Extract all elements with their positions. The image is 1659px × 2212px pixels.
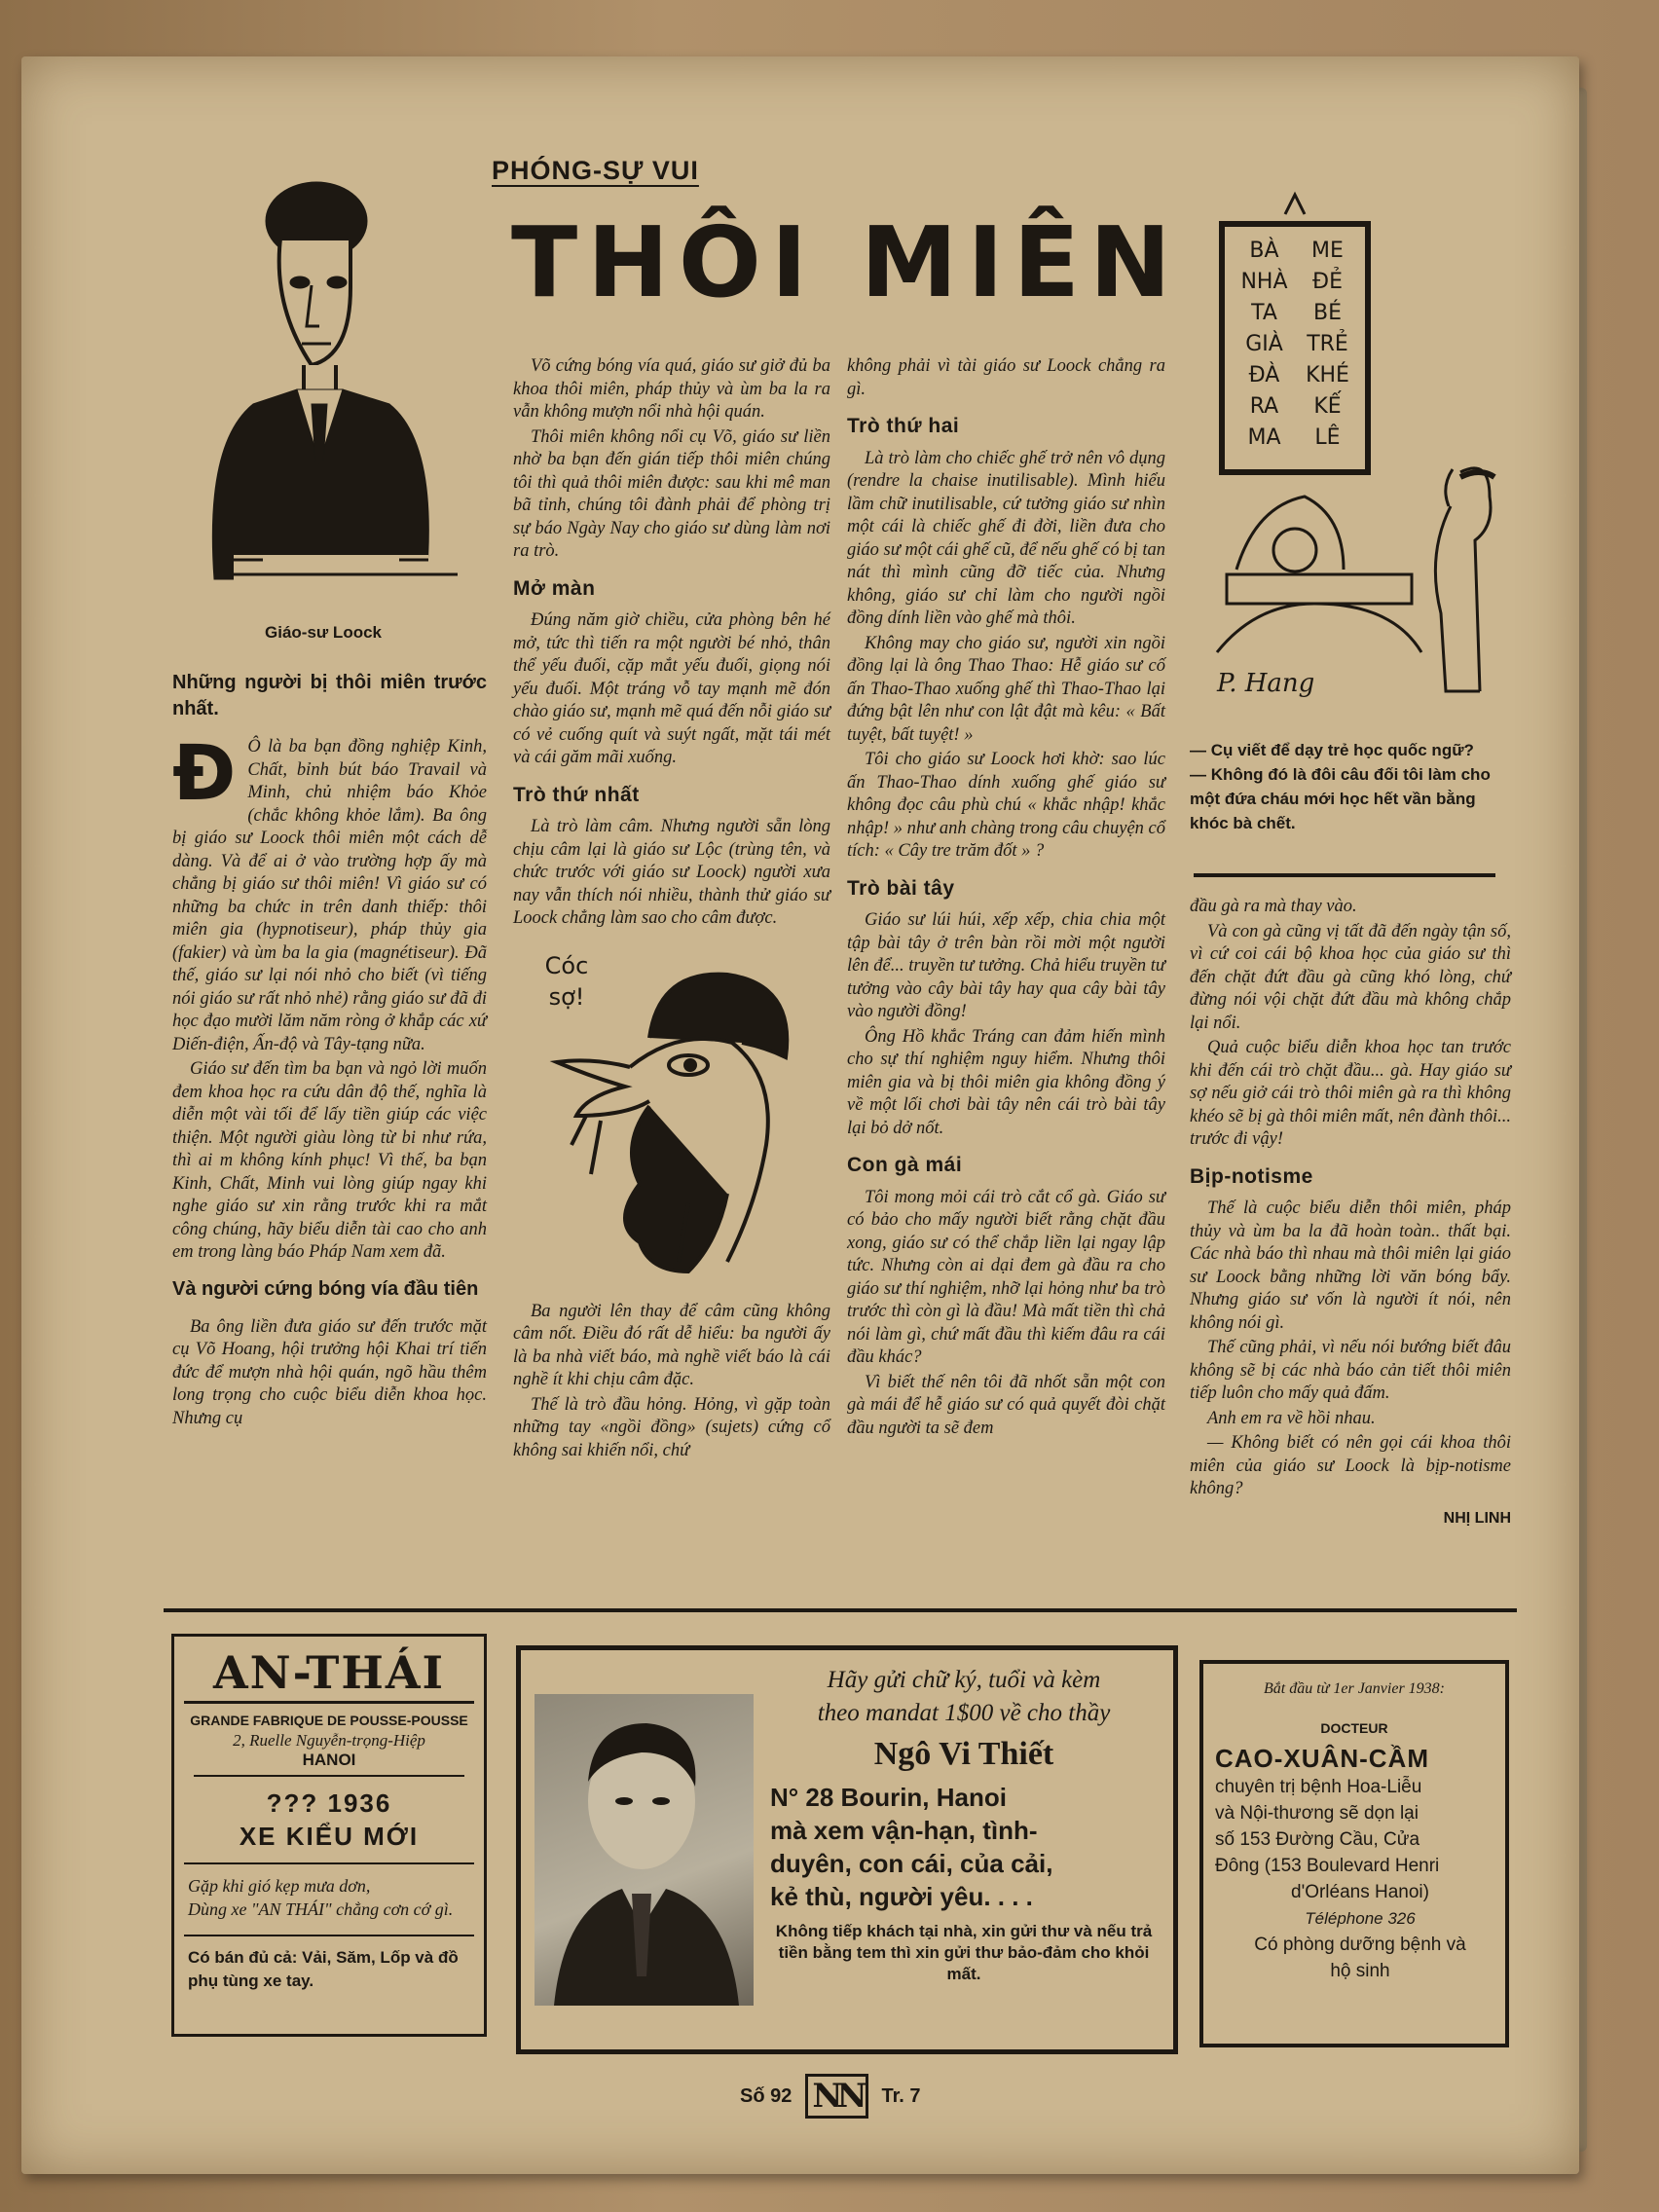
ad-title: DOCTEUR [1320, 1720, 1388, 1736]
paragraph: Ô là ba bạn đồng nghiệp Kinh, Chất, bỉnh bút báo Travail và Minh, chủ nhiệm báo Khỏe (chắc không khỏe lắm). Ba ông bị giáo sư Loock thôi miên một cách dễ dàng. Và để ai ở vào trường hợp ấy mà chẳng bị giáo sư thôi miên! Vì giáo sư có những ba chức in trên danh thiếp: thôi miên gia (hypnotiseur), pháp thủy gia (fakier) và ùm ba la gia (magnétiseur). Đã thế, giáo sư lại nói nhỏ cho biết (vì tiếng nói giáo sư rất nhỏ nhẻ) rằng giáo sư đã đi học đạo mười lăm năm ròng ở khắp các xứ Diến-điện, Ấn-độ và Tây-tạng nữa. [172, 737, 487, 1054]
portrait-illustration [195, 170, 477, 608]
ad-line: và Nội-thương sẽ dọn lại [1215, 1803, 1419, 1824]
article-column-4 [1190, 896, 1511, 1530]
paragraph: Thế là cuộc biểu diễn thôi miên, pháp thủy và ùm ba la đã hoàn toàn.. thất bại. Các nhà báo thì nhau mà thôi miên lại giáo sư Loock bằng những lời văn bóng bẩy. Nhưng giáo sư vốn là người ít nói, nên không nói gì. [1190, 1198, 1511, 1333]
section-kicker: PHÓNG-SỰ VUI [492, 156, 699, 185]
paragraph: Giáo sư lúi húi, xếp xếp, chia chia một tập bài tây ở trên bàn rồi mời một người lên để... truyền tư tưởng. Chả hiểu truyền tư tưởng vào cây bài tây hay qua cây bài tây vào người đồng! [847, 910, 1165, 1021]
paragraph: Ba ông liền đưa giáo sư đến trước mặt cụ Võ Hoang, hội trưởng hội Khai trí tiến đức để mượn nhà hội quán, ngõ hầu thêm long trọng cho cuộc biểu diễn khoa học. Nhưng cụ [172, 1316, 487, 1428]
scroll-word: LÊ [1314, 425, 1341, 450]
ad-an-thai [171, 1634, 487, 2037]
drop-cap: Đ [172, 730, 237, 818]
paragraph: — Không biết có nên gọi cái khoa thôi miên của giáo sư Loock là bịp-notisme không? [1190, 1433, 1511, 1498]
page-title: THÔI MIÊN [511, 205, 1181, 319]
scroll-word: BÉ [1313, 301, 1342, 325]
dialog-line-1: — Cụ viết để dạy trẻ học quốc ngữ? [1190, 741, 1474, 759]
ad-line: mà xem vận-hạn, tình- [770, 1816, 1038, 1845]
article-column-1 [172, 662, 487, 1432]
ad-name: Ngô Vi Thiết [873, 1736, 1054, 1772]
ad-portrait-photo [535, 1694, 754, 2006]
ad-note: Không tiếp khách tại nhà, xin gửi thư và nếu trả tiền bằng tem thì xin gửi thư bảo-đảm cho khỏi mất. [775, 1922, 1153, 1983]
paragraph: Đúng năm giờ chiều, cửa phòng bên hé mở, tức thì tiến ra một người bé nhỏ, thân thể yếu đuối, cặp mắt yếu đuối, giọng nói yếu đuối. Một tráng vỗ tay mạnh mẽ đón chào giáo sư, mạnh mẽ quá đến nỗi giáo sư có vẻ cuống quít và suýt ngất, mặt tái mét và cái găm mãi xuống. [513, 610, 830, 767]
ad-address: N° 28 Bourin, Hanoi [770, 1783, 1007, 1812]
calligraphy-scrolls [1233, 239, 1359, 462]
ad-line: kẻ thù, người yêu. . . . [770, 1882, 1033, 1911]
paragraph: Vì biết thế nên tôi đã nhốt sẵn một con gà mái để hễ giáo sư có quả quyết đòi chặt đầu người ta sẽ đem [847, 1372, 1165, 1438]
page-number: Tr. 7 [881, 2084, 921, 2107]
section-heading: Trò thứ hai [847, 415, 960, 437]
ad-line: Có phòng dưỡng bệnh và [1254, 1935, 1466, 1955]
article-column-2 [513, 355, 830, 1464]
dialog-line-2: — Không đó là đôi câu đối tôi làm cho một đứa cháu mới học hết vần bằng khóc bà chết. [1190, 765, 1491, 832]
scroll-word: ĐẺ [1312, 270, 1343, 294]
section-heading: Trò thứ nhất [513, 783, 640, 806]
ad-line: d'Orléans Hanoi) [1291, 1882, 1429, 1902]
paragraph: Anh em ra về hồi nhau. [1207, 1408, 1376, 1428]
paragraph: Thế là trò đầu hỏng. Hỏng, vì gặp toàn những tay «ngồi đồng» (sujets) cứng cổ không sai khiến nổi, chứ [513, 1394, 830, 1460]
portrait-caption: Giáo-sư Loock [265, 623, 382, 642]
author-signature: NHỊ LINH [1443, 1509, 1511, 1527]
scroll-word: KẾ [1313, 394, 1342, 419]
scroll-word: NHÀ [1240, 270, 1288, 294]
calligraphy-cartoon [1198, 185, 1509, 701]
scroll-word: TA [1251, 301, 1277, 325]
ad-ngo-vi-thiet [516, 1645, 1178, 2054]
ad-product: XE KIỂU MỚI [239, 1822, 420, 1851]
paragraph: Thôi miên không nổi cụ Võ, giáo sư liền nhờ ba bạn đến gián tiếp thôi miên chúng tôi thì quả thôi miên được: sau khi mê man bã tỉnh, chúng tôi đành phải để phòng trị sự báo Ngày Nay cho giáo sư dùng làm nơi ra trò. [513, 426, 830, 561]
ad-date: Bắt đầu từ 1er Janvier 1938: [1263, 1680, 1446, 1697]
rooster-speech-text: Cóc sợ! [544, 951, 589, 1011]
paragraph: Tôi mong mỏi cái trò cắt cổ gà. Giáo sư có bảo cho mấy người biết rằng chặt đầu xong, giáo sư có thể chắp liền lại ngay lập tức. Nhưng còn ai dại đem gà đầu ra cho giáo sư thí nghiệm, nhỡ lại hỏng như ba trò trước thì còn gì là đầu! Mà mất tiền thì chả nói làm gì, chứ mất đầu thì kiếm đâu ra cái đầu khác? [847, 1187, 1165, 1367]
ads-divider [164, 1608, 1517, 1612]
ad-name: CAO-XUÂN-CẦM [1215, 1744, 1429, 1773]
paragraph: Là trò làm cho chiếc ghế trở nên vô dụng (rendre la chaise inutilisable). Mình hiểu lầm chữ inutilisable, cứ tưởng giáo sư nhìn một cái là chiếc ghế đi đời, liền đưa cho giáo sư một cái ghế cũ, để nếu ghế có bị tan nát thì mình cũng đỡ tiếc của. Nhưng không, giáo sư chỉ làm cho người ngồi đồng dính liền vào ghế mà thôi. [847, 448, 1165, 628]
cartoon-dialog [1190, 738, 1501, 835]
paragraph: Tôi cho giáo sư Loock hơi khờ: sao lúc ấn Thao-Thao dính xuống ghế giáo sư không đọc câu phù chú « khắc nhập! khắc nhập! » như anh chàng trong câu chuyện cổ tích: « Cây tre trăm đốt » ? [847, 750, 1165, 861]
ad-doctor-cao-xuan-cam [1199, 1660, 1509, 2047]
scroll-word: MA [1247, 425, 1281, 450]
cartoon-artist-signature: P. Hang [1217, 669, 1315, 698]
ad-phone: Téléphone 326 [1305, 1909, 1416, 1928]
magazine-logo: NN [805, 2074, 867, 2119]
scroll-word: GIÀ [1245, 332, 1283, 356]
ad-line: theo mandat 1$00 về cho thầy [817, 1700, 1111, 1726]
paragraph: Và con gà cũng vị tất đã đến ngày tận số, vì cứ coi cái bộ khoa học của giáo sư thì đến chặt đứt đầu gà cũng khó lòng, chứ đừng nói vội chặt đứt đầu mà không chắp lại nổi. [1190, 921, 1511, 1033]
section-heading: Con gà mái [847, 1154, 963, 1176]
ad-line: chuyên trị bệnh Hoa-Liễu [1215, 1777, 1422, 1797]
paragraph: đầu gà ra mà thay vào. [1190, 897, 1357, 916]
paragraph: Là trò làm câm. Nhưng người sẵn lòng chịu câm lại là giáo sư Lộc (trùng tên, và chức trước với giáo sư Loock) người xưa nay vẫn thích nói nhiều, thành thử giáo sư Loock chẳng làm sao cho câm được. [513, 817, 830, 928]
paragraph: không phải vì tài giáo sư Loock chẳng ra gì. [847, 356, 1165, 399]
page-folio [740, 2074, 921, 2119]
scroll-word: ĐÀ [1248, 363, 1280, 387]
scroll-word: RA [1249, 394, 1279, 419]
ad-brand: AN-THÁI [212, 1646, 446, 1699]
section-heading: Và người cứng bóng vía đầu tiên [172, 1277, 479, 1300]
article-column-3 [847, 355, 1165, 1442]
ad-line: HANOI [302, 1751, 356, 1769]
paragraph: Thế cũng phải, vì nếu nói bướng biết đâu không sẽ bị các nhà báo cản tiết thôi miên tiếp luôn cho mấy quả đấm. [1190, 1338, 1511, 1403]
paragraph: Giáo sư đến tìm ba bạn và ngỏ lời muốn đem khoa học ra cứu dân độ thế, nghĩa là diễn một vài tối để lấy tiền giúp các việc thiện. Một người giàu lòng từ bi như rứa, thì ai m không kính phục! Vì thế, ba bạn Kinh, Chất, Minh vui lòng giúp ngay khi nghe giáo sư xin rằng trước khi ra mắt công chúng, hãy biểu diễn tài cao cho anh em trong làng báo Pháp Nam xem đã. [172, 1059, 487, 1262]
paragraph: Quả cuộc biểu diễn khoa học tan trước khi đến cái trò chặt đầu... gà. Hay giáo sư sợ nếu giở cái trò thôi miên gà ra thì không khéo sẽ bị gà thôi miên mất, nên đành thôi... trước đi vậy! [1190, 1038, 1511, 1149]
ad-slogan: Gặp khi gió kẹp mưa dơn, [188, 1876, 371, 1896]
section-subtitle: Những người bị thôi miên trước nhất. [172, 672, 487, 719]
ad-line: duyên, con cái, của cải, [770, 1849, 1053, 1878]
scroll-word: KHÉ [1306, 363, 1349, 387]
section-heading: Bịp-notisme [1190, 1164, 1313, 1188]
scroll-word: BÀ [1249, 239, 1279, 263]
ad-footer: Có bán đủ cả: Vải, Săm, Lốp và đồ phụ tùng xe tay. [188, 1948, 459, 1990]
ad-line: Đông (153 Boulevard Henri [1215, 1856, 1440, 1876]
ad-line: hộ sinh [1330, 1961, 1390, 1981]
ad-slogan: Dùng xe "AN THÁI" chẳng cơn cớ gì. [188, 1899, 454, 1919]
divider [1194, 873, 1495, 877]
paragraph: Không may cho giáo sư, người xin ngồi đồng lại là ông Thao Thao: Hễ giáo sư cố ấn Thao-Thao xuống ghế thì Thao-Thao lại đứng bật lên như con lật đật mà kêu: « Bất tuyệt, bất tuyệt! » [847, 633, 1165, 745]
section-heading: Mở màn [513, 576, 596, 600]
ad-line: Hãy gửi chữ ký, tuổi và kèm [827, 1667, 1101, 1693]
ad-model: ??? 1936 [266, 1788, 392, 1818]
rooster-cartoon [513, 940, 830, 1291]
ad-line: 2, Ruelle Nguyễn-trọng-Hiệp [233, 1731, 425, 1750]
issue-number: Số 92 [740, 2084, 793, 2107]
section-heading: Trò bài tây [847, 876, 955, 900]
ad-line: số 153 Đường Cầu, Cửa [1215, 1829, 1420, 1850]
paragraph: Võ cứng bóng vía quá, giáo sư giở đủ ba khoa thôi miên, pháp thủy và ùm ba la ra vẫn không mượn nổi nhà hội quán. [513, 356, 830, 422]
paragraph: Ba người lên thay để câm cũng không câm nốt. Điều đó rất dễ hiểu: ba người ấy là ba nhà viết báo, mà nghề viết báo là cái nghề ít khi chịu câm đặc. [513, 1301, 830, 1389]
scroll-word: TRẺ [1307, 332, 1348, 356]
rooster-drawing [533, 950, 815, 1281]
ad-line: GRANDE FABRIQUE DE POUSSE-POUSSE [190, 1713, 468, 1728]
scroll-word: ME [1311, 239, 1344, 263]
paragraph: Ông Hồ khắc Tráng can đảm hiến mình cho sự thí nghiệm nguy hiểm. Nhưng thôi miên gia và bị thôi miên gia không đồng ý về một lối chơi bài tây nên cái trò bài tây lại bỏ dở nốt. [847, 1026, 1165, 1138]
